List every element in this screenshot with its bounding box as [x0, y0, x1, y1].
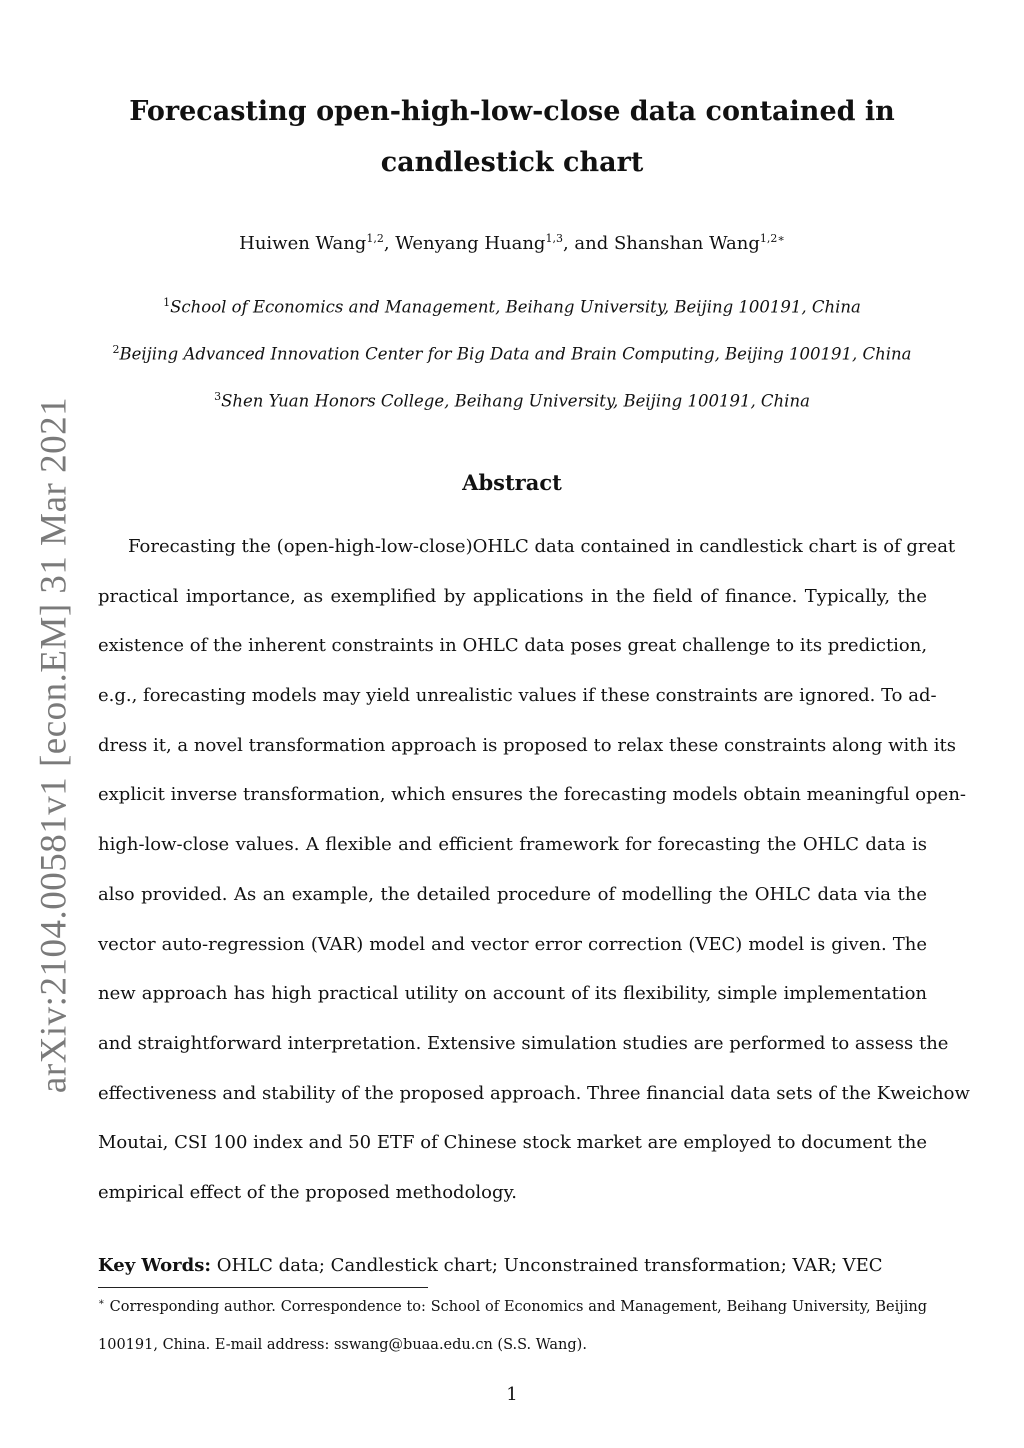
abstract-line: e.g., forecasting models may yield unrealistic values if these constraints are ignored. To ad- — [98, 685, 937, 707]
abstract-line: empirical effect of the proposed methodology. — [98, 1181, 518, 1203]
author-separator: , — [383, 233, 396, 254]
affiliation-text: School of Economics and Management, Beihang University, Beijing 100191, China — [170, 297, 861, 317]
title-line-2: candlestick chart — [380, 147, 644, 178]
arxiv-identifier: arXiv:2104.00581v1 [econ.EM] 31 Mar 2021 — [33, 396, 75, 1094]
affiliation-3 — [0, 390, 1024, 411]
affiliation-1 — [0, 296, 1024, 317]
author-affil-marker: 1,2∗ — [759, 232, 785, 245]
abstract-line: and straightforward interpretation. Extensive simulation studies are performed to assess the — [98, 1032, 949, 1054]
affiliation-number: 1 — [163, 296, 171, 309]
abstract-body — [98, 530, 970, 1226]
paper-title — [100, 86, 924, 188]
author-name: Wenyang Huang — [395, 233, 546, 254]
footnote — [98, 1290, 927, 1374]
abstract-line: effectiveness and stability of the proposed approach. Three financial data sets of the Kweichow — [98, 1082, 970, 1104]
abstract-heading: Abstract — [462, 470, 562, 495]
footnote-divider — [98, 1287, 428, 1288]
title-line-1: Forecasting open-high-low-close data contained in — [129, 96, 895, 127]
abstract-line: practical importance, as exemplified by applications in the field of finance. Typically, the — [98, 585, 927, 607]
affiliation-2 — [0, 343, 1024, 364]
keywords-text: OHLC data; Candlestick chart; Unconstrained transformation; VAR; VEC — [216, 1255, 883, 1276]
page-number: 1 — [506, 1384, 518, 1405]
abstract-line: also provided. As an example, the detailed procedure of modelling the OHLC data via the — [98, 883, 927, 905]
footnote-line-1 — [98, 1290, 927, 1332]
footnote-text: Corresponding author. Correspondence to: School of Economics and Management, Beihang University, Beijing — [109, 1298, 927, 1315]
abstract-line: dress it, a novel transformation approach is proposed to relax these constraints along with its — [98, 734, 957, 756]
author-name: Huiwen Wang — [239, 233, 367, 254]
author-affil-marker: 1,3 — [545, 232, 563, 245]
abstract-line: high-low-close values. A flexible and efficient framework for forecasting the OHLC data is — [98, 834, 927, 856]
abstract-line: explicit inverse transformation, which ensures the forecasting models obtain meaningful open- — [98, 784, 966, 806]
abstract-line: Forecasting the (open-high-low-close)OHLC data contained in candlestick chart is of great — [128, 536, 956, 557]
keywords-label: Key Words: — [98, 1255, 212, 1276]
author-name: Shanshan Wang — [613, 233, 760, 254]
footnote-line-2: 100191, China. E-mail address: sswang@buaa.edu.cn (S.S. Wang). — [98, 1337, 587, 1353]
abstract-line: vector auto-regression (VAR) model and vector error correction (VEC) model is given. The — [98, 933, 927, 955]
abstract-line: existence of the inherent constraints in OHLC data poses great challenge to its prediction, — [98, 635, 928, 657]
author-list — [0, 232, 1024, 254]
affiliation-number: 3 — [214, 390, 222, 403]
abstract-line: new approach has high practical utility on account of its flexibility, simple implementation — [98, 983, 927, 1005]
abstract-line: Moutai, CSI 100 index and 50 ETF of Chinese stock market are employed to document the — [98, 1132, 927, 1154]
author-affil-marker: 1,2 — [366, 232, 384, 245]
affiliation-text: Beijing Advanced Innovation Center for Big Data and Brain Computing, Beijing 100191, China — [119, 344, 912, 364]
affiliation-number: 2 — [112, 343, 120, 356]
keywords — [98, 1255, 883, 1276]
author-separator: , and — [562, 233, 614, 254]
footnote-marker: ∗ — [98, 1297, 105, 1308]
affiliation-text: Shen Yuan Honors College, Beihang University, Beijing 100191, China — [221, 391, 810, 411]
